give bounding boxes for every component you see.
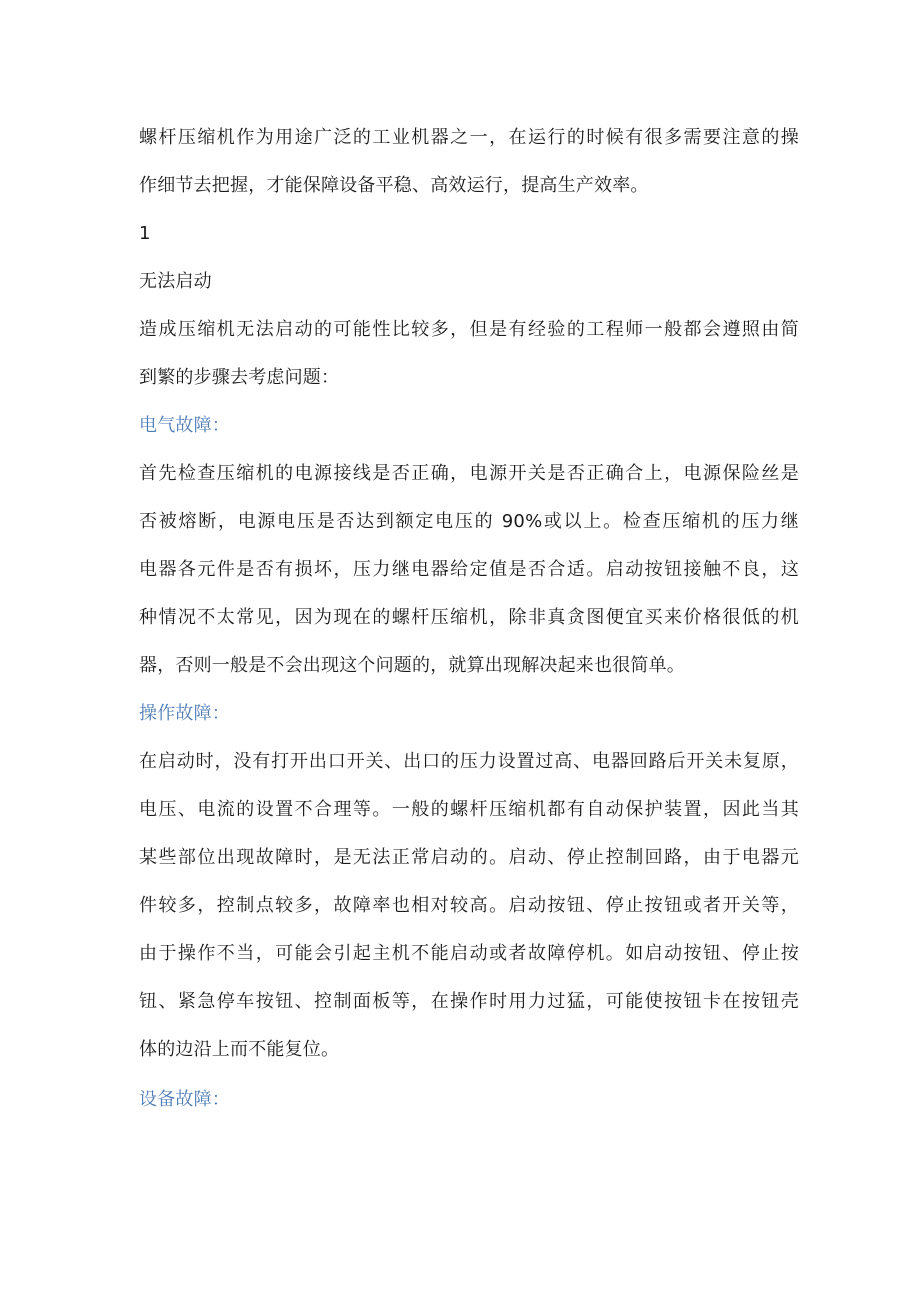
operation-line-5: 由于操作不当，可能会引起主机不能启动或者故障停机。如启动按钮、停止按	[139, 943, 799, 964]
operation-line-7: 体的边沿上而不能复位。	[139, 1039, 340, 1060]
section-title: 无法启动	[139, 271, 212, 292]
operation-line-1: 在启动时，没有打开出口开关、出口的压力设置过高、电器回路后开关未复原，	[139, 751, 799, 772]
operation-line-6: 钮、紧急停车按钮、控制面板等，在操作时用力过猛，可能使按钮卡在按钮壳	[139, 991, 799, 1012]
operation-fault-heading: 操作故障：	[139, 703, 230, 724]
electrical-line-4: 种情况不太常见，因为现在的螺杆压缩机，除非真贪图便宜买来价格很低的机	[139, 607, 799, 628]
electrical-line-2: 否被熔断，电源电压是否达到额定电压的 90%或以上。检查压缩机的压力继	[139, 511, 799, 532]
section-intro-line-1: 造成压缩机无法启动的可能性比较多，但是有经验的工程师一般都会遵照由简	[139, 319, 799, 340]
electrical-line-1: 首先检查压缩机的电源接线是否正确，电源开关是否正确合上，电源保险丝是	[139, 463, 799, 484]
equipment-fault-heading: 设备故障：	[139, 1089, 230, 1110]
section-intro-line-2: 到繁的步骤去考虑问题：	[139, 367, 340, 388]
operation-line-2: 电压、电流的设置不合理等。一般的螺杆压缩机都有自动保护装置，因此当其	[139, 799, 799, 820]
electrical-fault-heading: 电气故障：	[139, 415, 230, 436]
electrical-line-3: 电器各元件是否有损坏，压力继电器给定值是否合适。启动按钮接触不良，这	[139, 559, 799, 580]
operation-line-4: 件较多，控制点较多，故障率也相对较高。启动按钮、停止按钮或者开关等，	[139, 895, 799, 916]
intro-line-2: 作细节去把握，才能保障设备平稳、高效运行，提高生产效率。	[139, 175, 649, 196]
section-number: 1	[139, 223, 151, 244]
electrical-line-5: 器，否则一般是不会出现这个问题的，就算出现解决起来也很简单。	[139, 655, 685, 676]
operation-line-3: 某些部位出现故障时，是无法正常启动的。启动、停止控制回路，由于电器元	[139, 847, 799, 868]
intro-line-1: 螺杆压缩机作为用途广泛的工业机器之一，在运行的时候有很多需要注意的操	[139, 127, 799, 148]
